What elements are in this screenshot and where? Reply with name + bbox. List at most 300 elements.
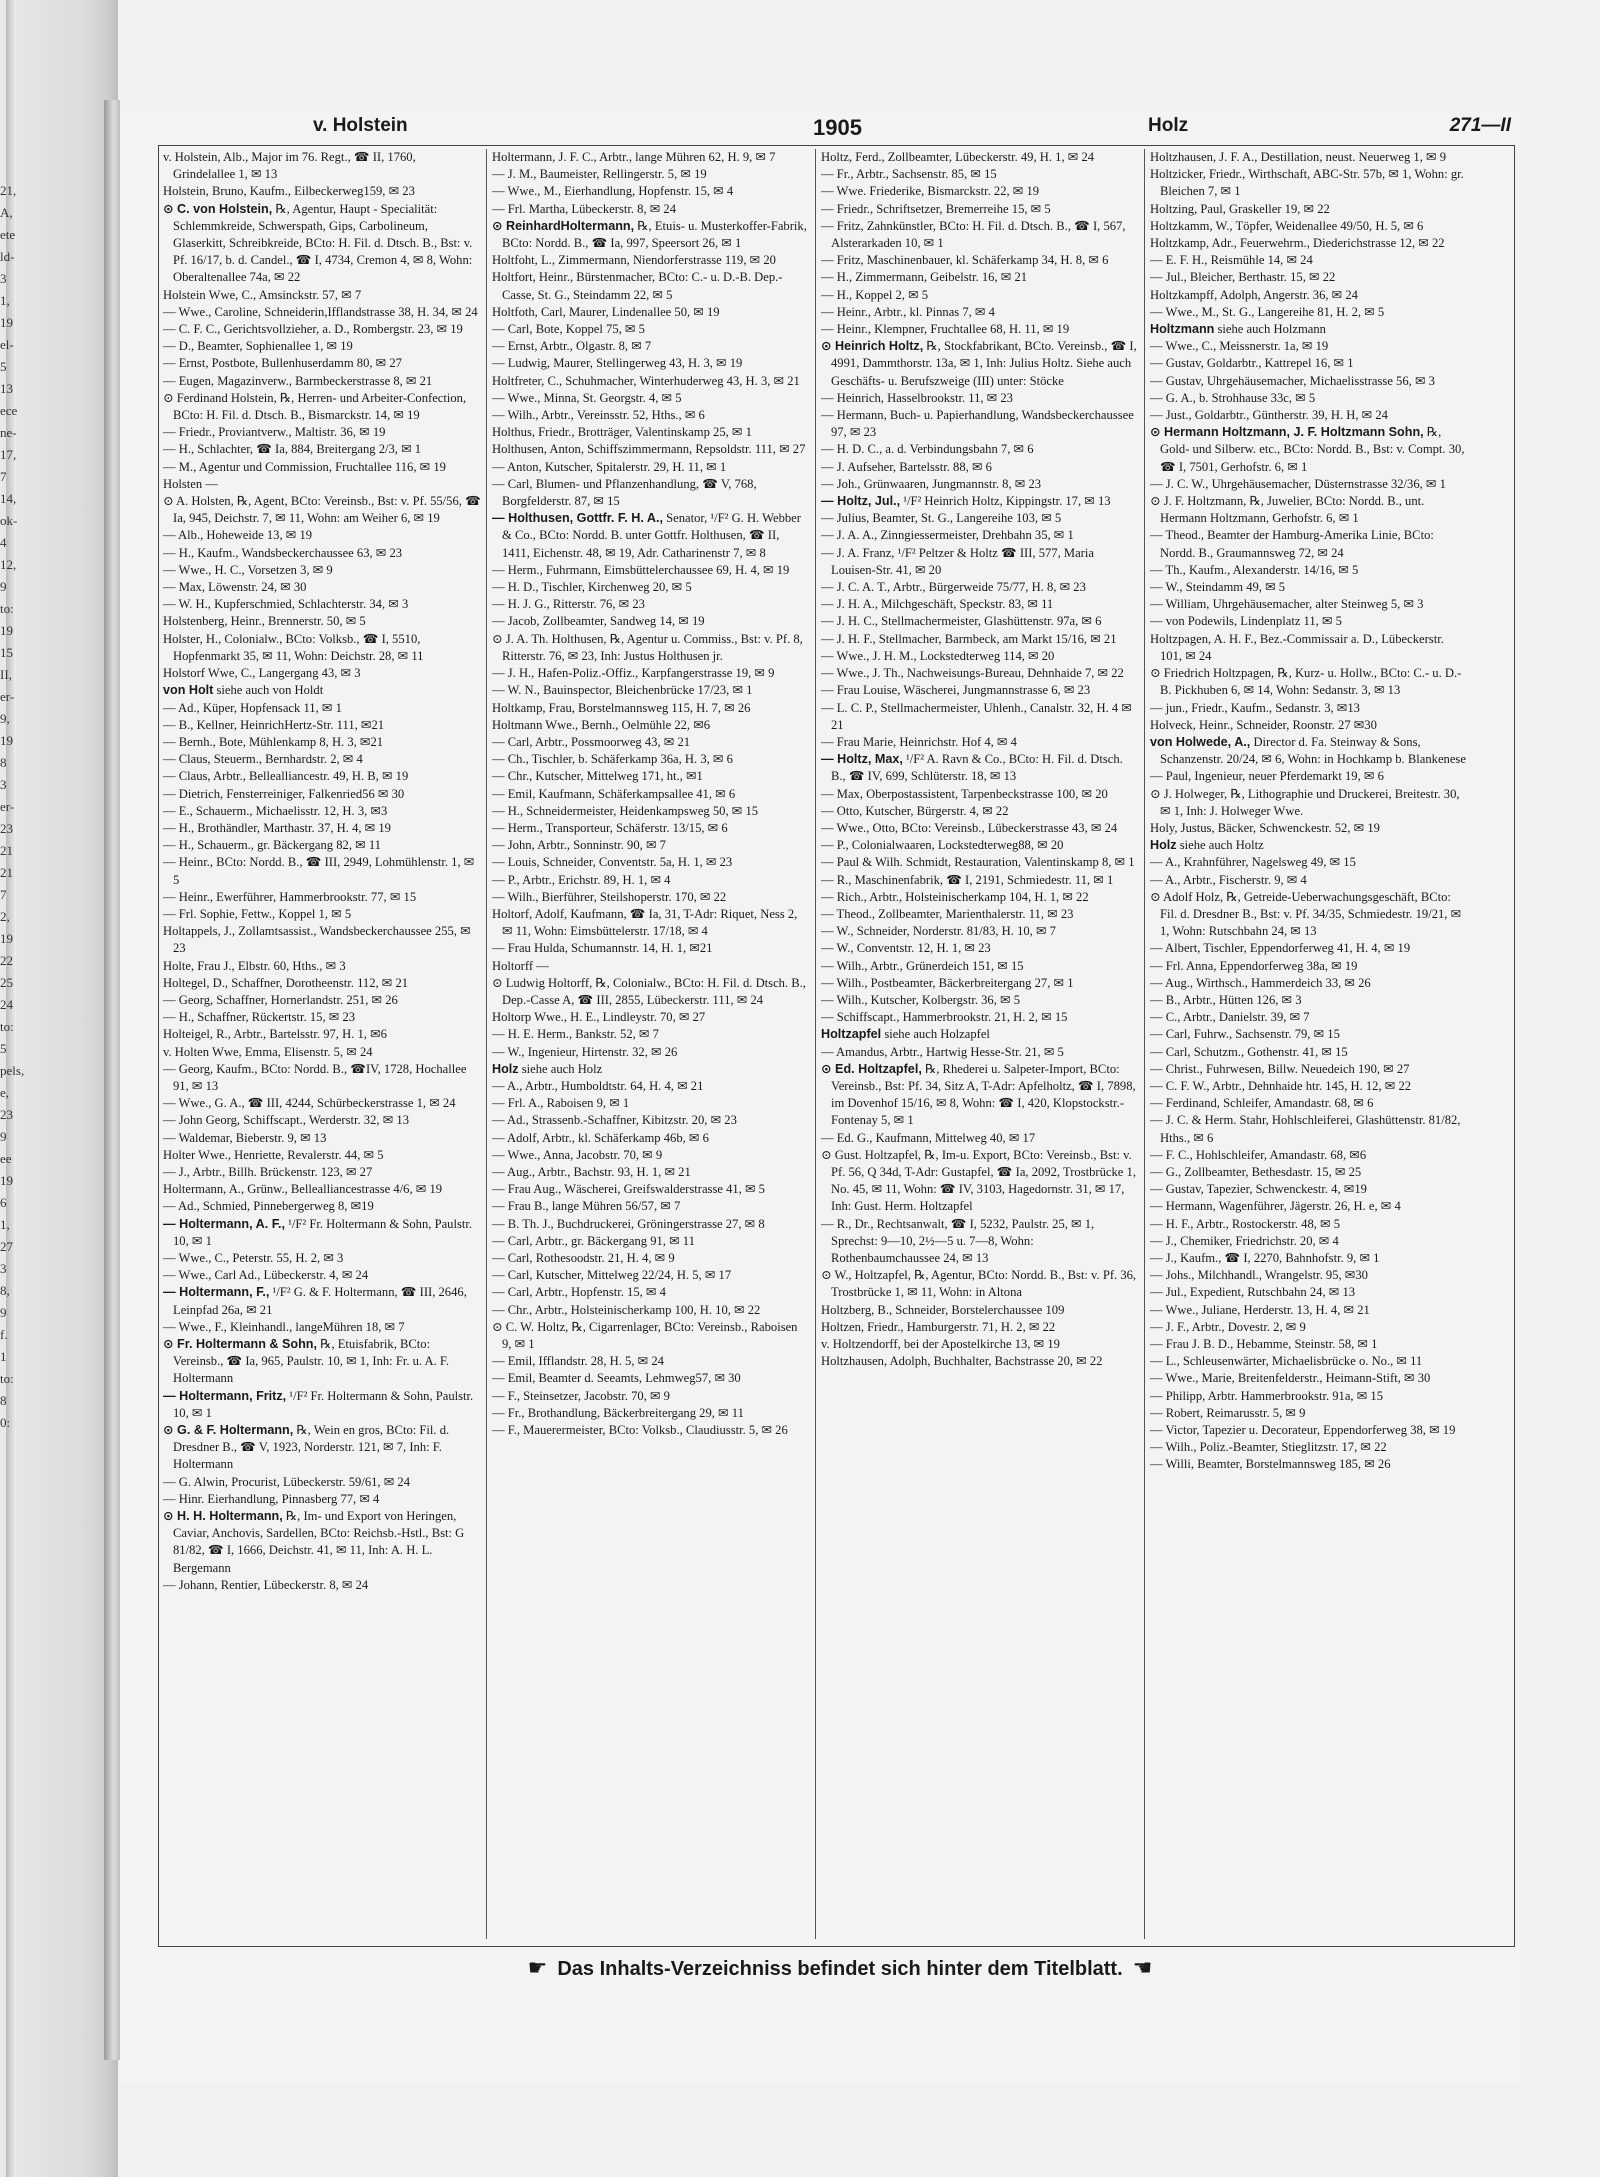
directory-entry: [492, 476, 810, 510]
directory-entry: [1150, 613, 1468, 630]
entry-text: — H. D., Tischler, Kirchenweg 20, ✉ 5: [492, 580, 692, 595]
margin-fragment: ee: [0, 1151, 12, 1166]
directory-entry: [492, 390, 810, 407]
entry-text: Holtappels, J., Zollamtsassist., Wandsbeckerchaussee 255, ✉ 23: [163, 924, 471, 956]
entry-text: Holtzberg, B., Schneider, Borstelerchaussee 109: [821, 1302, 1065, 1317]
entry-text: ⊙ J. A. Th. Holthusen, ℞, Agentur u. Commiss., Bst: v. Pf. 8, Ritterstr. 76, ✉ 23, Inh: Justus Holthusen jr.: [492, 631, 803, 663]
entry-text: — Frl. Anna, Eppendorferweg 38a, ✉ 19: [1150, 958, 1358, 973]
directory-entry: [492, 252, 810, 269]
entry-text: — Frau Louise, Wäscherei, Jungmannstrasse 6, ✉ 23: [821, 683, 1091, 698]
directory-entry: [163, 579, 481, 596]
directory-entry: [492, 1319, 810, 1353]
entry-text: — J. H. F., Stellmacher, Barmbeck, am Markt 15/16, ✉ 21: [821, 631, 1117, 646]
directory-entry: [1150, 1164, 1468, 1181]
directory-entry: [1150, 1026, 1468, 1043]
entry-text: ¹/F² A. Ravn & Co., BCto: H. Fil. d. Dtsch. B., ☎ IV, 699, Schlüterstr. 18, ✉ 13: [831, 752, 1123, 784]
directory-entry: [492, 734, 810, 751]
entry-text: Holtzpagen, A. H. F., Bez.-Commissair a. D., Lübeckerstr. 101, ✉ 24: [1150, 631, 1444, 663]
entry-text: — Chr., Arbtr., Holsteinischerkamp 100, H. 10, ✉ 22: [492, 1302, 761, 1317]
directory-entry: [1150, 1061, 1468, 1078]
directory-entry: [1150, 579, 1468, 596]
margin-fragment: to:: [0, 1019, 14, 1034]
entry-text: — Aug., Arbtr., Bachstr. 93, H. 1, ✉ 21: [492, 1164, 691, 1179]
directory-entry: [821, 992, 1139, 1009]
directory-entry: [1150, 1112, 1468, 1146]
margin-fragment: 1,: [0, 293, 10, 308]
directory-entry: [163, 975, 481, 992]
page-number: 271—II: [1449, 115, 1511, 136]
entry-heading: ⊙ C. von Holstein,: [163, 201, 273, 216]
entry-text: — W., Schneider, Norderstr. 81/83, H. 10, ✉ 7: [821, 924, 1056, 939]
directory-entry: [163, 1422, 481, 1474]
directory-entry: [492, 786, 810, 803]
margin-fragment: 24: [0, 997, 13, 1012]
page-header: [158, 105, 1513, 145]
entry-heading: Holz: [492, 1061, 519, 1076]
entry-text: — von Podewils, Lindenplatz 11, ✉ 5: [1150, 614, 1342, 629]
entry-text: — Carl, Arbtr., Possmoorweg 43, ✉ 21: [492, 734, 691, 749]
directory-entry: [1150, 166, 1468, 200]
directory-entry: [1150, 1233, 1468, 1250]
margin-fragment: 21,: [0, 183, 17, 198]
entry-text: — Waldemar, Bieberstr. 9, ✉ 13: [163, 1130, 327, 1145]
entry-text: ¹/F² G. & F. Holtermann, ☎ III, 2646, Leinpfad 26a, ✉ 21: [173, 1285, 467, 1317]
directory-entry: [492, 854, 810, 871]
directory-entry: [163, 837, 481, 854]
entry-text: — Willi, Beamter, Borstelmannsweg 185, ✉ 26: [1150, 1457, 1391, 1472]
directory-entry: [1150, 992, 1468, 1009]
directory-entry: [1150, 872, 1468, 889]
entry-text: — Max, Oberpostassistent, Tarpenbeckstrasse 100, ✉ 20: [821, 786, 1108, 801]
directory-entry: [163, 889, 481, 906]
entry-text: — Gustav, Goldarbtr., Kattrepel 16, ✉ 1: [1150, 356, 1354, 371]
margin-fragment: 3: [0, 1261, 7, 1276]
directory-entry: [163, 1577, 481, 1594]
entry-text: — William, Uhrgehäusemacher, alter Steinweg 5, ✉ 3: [1150, 597, 1424, 612]
directory-columns: [158, 149, 1513, 1939]
directory-entry: [163, 1284, 481, 1318]
entry-text: — Wilh., Bierführer, Steilshoperstr. 170, ✉ 22: [492, 889, 727, 904]
entry-text: — W. N., Bauinspector, Bleichenbrücke 17/23, ✉ 1: [492, 683, 753, 698]
directory-entry: [821, 1044, 1139, 1061]
entry-text: — Frau Hulda, Schumannstr. 14, H. 1, ✉21: [492, 941, 713, 956]
pointing-hand-right-icon: ☚: [1132, 1955, 1153, 1980]
entry-text: — Aug., Wirthsch., Hammerdeich 33, ✉ 26: [1150, 975, 1371, 990]
directory-entry: [1150, 717, 1468, 734]
directory-entry: [821, 527, 1139, 544]
directory-entry: [492, 1026, 810, 1043]
directory-entry: [163, 613, 481, 630]
directory-entry: [492, 1422, 810, 1439]
entry-text: — Heinr., Ewerführer, Hammerbrookstr. 77, ✉ 15: [163, 889, 417, 904]
entry-text: Holtfort, Heinr., Bürstenmacher, BCto: C.- u. D.-B. Dep.-Casse, St. G., Steindamm 22, ✉ 5: [492, 270, 783, 302]
entry-text: — C. F. W., Arbtr., Dehnhaide htr. 145, H. 12, ✉ 22: [1150, 1078, 1412, 1093]
margin-fragment: ne-: [0, 425, 17, 440]
directory-entry: [821, 390, 1139, 407]
entry-text: — Ad., Strassenb.-Schaffner, Kibitzstr. 20, ✉ 23: [492, 1113, 737, 1128]
directory-entry: [821, 1267, 1139, 1301]
margin-fragment: A,: [0, 205, 13, 220]
entry-heading: ⊙ Fr. Holtermann & Sohn,: [163, 1337, 317, 1352]
directory-entry: [492, 820, 810, 837]
margin-fragment: 19: [0, 733, 13, 748]
directory-entry: [492, 1181, 810, 1198]
directory-entry: [492, 304, 810, 321]
entry-text: — A., Arbtr., Humboldtstr. 64, H. 4, ✉ 21: [492, 1078, 704, 1093]
entry-heading: Holtzapfel: [821, 1027, 882, 1042]
entry-text: — Wilh., Postbeamter, Bäckerbreitergang 27, ✉ 1: [821, 975, 1074, 990]
directory-entry: [821, 940, 1139, 957]
entry-text: — Fritz, Zahnkünstler, BCto: H. Fil. d. Dtsch. B., ☎ I, 567, Alsterarkaden 10, ✉ 1: [821, 218, 1126, 251]
directory-entry: [492, 682, 810, 699]
directory-entry: [821, 613, 1139, 630]
entry-text: — J., Arbtr., Billh. Brückenstr. 123, ✉ 27: [163, 1164, 373, 1179]
entry-text: — Just., Goldarbtr., Güntherstr. 39, H. H, ✉ 24: [1150, 408, 1388, 423]
margin-fragment: 19: [0, 315, 13, 330]
entry-text: — Fr., Arbtr., Sachsenstr. 85, ✉ 15: [821, 167, 997, 182]
margin-fragment: 14,: [0, 491, 17, 506]
directory-entry: [492, 459, 810, 476]
entry-heading: — Holtermann, Fritz,: [163, 1388, 287, 1403]
directory-entry: [821, 1216, 1139, 1268]
entry-text: Holter Wwe., Henriette, Revalerstr. 44, ✉ 5: [163, 1147, 384, 1162]
directory-entry: [821, 218, 1139, 252]
entry-text: — Frau Marie, Heinrichstr. Hof 4, ✉ 4: [821, 734, 1017, 749]
directory-entry: [1150, 1405, 1468, 1422]
directory-entry: [163, 1044, 481, 1061]
entry-text: — Wwe., Marie, Breitenfelderstr., Heimann-Stift, ✉ 30: [1150, 1371, 1431, 1386]
directory-entry: [492, 1112, 810, 1129]
directory-entry: [821, 304, 1139, 321]
directory-entry: [821, 493, 1139, 510]
directory-entry: [821, 596, 1139, 613]
directory-entry: [821, 510, 1139, 527]
entry-text: — Amandus, Arbtr., Hartwig Hesse-Str. 21, ✉ 5: [821, 1044, 1064, 1059]
directory-entry: [492, 183, 810, 200]
directory-entry: [1150, 1198, 1468, 1215]
entry-text: — Anton, Kutscher, Spitalerstr. 29, H. 11, ✉ 1: [492, 459, 727, 474]
entry-text: — Chr., Kutscher, Mittelweg 171, ht., ✉1: [492, 769, 703, 784]
entry-text: — H., Zimmermann, Geibelstr. 16, ✉ 21: [821, 270, 1028, 285]
entry-text: — H., Koppel 2, ✉ 5: [821, 287, 929, 302]
entry-heading: — Holtz, Jul.,: [821, 494, 901, 509]
directory-entry: [821, 407, 1139, 441]
directory-entry: [1150, 355, 1468, 372]
entry-text: — Th., Kaufm., Alexanderstr. 14/16, ✉ 5: [1150, 562, 1359, 577]
entry-text: — Hermann, Buch- u. Papierhandlung, Wandsbeckerchaussee 97, ✉ 23: [821, 408, 1134, 440]
entry-text: — Frl. Sophie, Fettw., Koppel 1, ✉ 5: [163, 906, 352, 921]
directory-entry: [492, 1250, 810, 1267]
directory-entry: [821, 734, 1139, 751]
entry-text: ⊙ J. Holweger, ℞, Lithographie und Druckerei, Breitestr. 30, ✉ 1, Inh: J. Holweger Wwe.: [1150, 786, 1460, 818]
margin-fragment: 1,: [0, 1217, 10, 1232]
entry-text: ¹/F² Heinrich Holtz, Kippingstr. 17, ✉ 13: [900, 494, 1111, 509]
directory-entry: [163, 923, 481, 957]
entry-text: — H. E. Herm., Bankstr. 52, ✉ 7: [492, 1027, 659, 1042]
directory-entry: [1150, 1009, 1468, 1026]
entry-text: — Wwe., Caroline, Schneiderin,Ifflandstrasse 38, H. 34, ✉ 24: [163, 304, 478, 319]
entry-text: ⊙ Friedrich Holtzpagen, ℞, Kurz- u. Hollw., BCto: C.- u. D.-B. Pickhuben 6, ✉ 14, Wohn: Sedanstr. 3, ✉ 13: [1150, 666, 1462, 698]
directory-entry: [1150, 304, 1468, 321]
entry-text: Holtfoth, Carl, Maurer, Lindenallee 50, ✉ 19: [492, 304, 720, 319]
directory-entry: [1150, 1284, 1468, 1301]
entry-text: — Schiffscapt., Hammerbrookstr. 21, H. 2, ✉ 15: [821, 1010, 1068, 1025]
directory-entry: [492, 1009, 810, 1026]
margin-fragment: 2,: [0, 909, 10, 924]
directory-entry: [492, 1284, 810, 1301]
entry-text: Holster, H., Colonialw., BCto: Volksb., ☎ I, 5510, Hopfenmarkt 35, ✉ 11, Wohn: Deichstr. 28, ✉ 11: [163, 631, 424, 663]
entry-text: — M., Agentur und Commission, Fruchtallee 116, ✉ 19: [163, 459, 446, 474]
entry-text: Holthusen, Anton, Schiffszimmermann, Repsoldstr. 111, ✉ 27: [492, 442, 806, 457]
entry-text: — Paul, Ingenieur, neuer Pferdemarkt 19, ✉ 6: [1150, 769, 1384, 784]
directory-entry: [163, 820, 481, 837]
margin-fragment: 12,: [0, 557, 17, 572]
margin-fragment: ld-: [0, 249, 15, 264]
directory-entry: [1150, 1216, 1468, 1233]
entry-text: — E., Schauerm., Michaelisstr. 12, H. 3, ✉3: [163, 803, 388, 818]
directory-entry: [492, 665, 810, 682]
directory-entry: [492, 1147, 810, 1164]
entry-text: — Hinr. Eierhandlung, Pinnasberg 77, ✉ 4: [163, 1491, 380, 1506]
entry-text: — Carl, Schutzm., Gothenstr. 41, ✉ 15: [1150, 1044, 1348, 1059]
directory-entry: [163, 786, 481, 803]
entry-text: — Herm., Fuhrmann, Eimsbüttelerchaussee 69, H. 4, ✉ 19: [492, 562, 790, 577]
entry-text: ⊙ Adolf Holz, ℞, Getreide-Ueberwachungsgeschäft, BCto: Fil. d. Dresdner B., Bst: v. Pf. 34/35, Schmiedestr. 19/21, ✉ 1, Wohn: Rutschbahn 24, ✉ 13: [1150, 889, 1462, 939]
directory-entry: [821, 476, 1139, 493]
entry-text: ℞, Agentur, Haupt - Specialität: Schlemmkreide, Schwerspath, Gips, Carbolineum, Glaserkitt, Schreibkreide, BCto: H. Fil. d. Dtsch. B., Bst: v. Pf. 16/17, b. d. Candel., ☎ I, 4734, Cremon 4, ✉ 8, Wohn: Oberaltenallee 74a, ✉ 22: [173, 201, 473, 285]
entry-text: — Wilh., Arbtr., Grünerdeich 151, ✉ 15: [821, 958, 1024, 973]
directory-entry: [163, 424, 481, 441]
directory-entry: [492, 562, 810, 579]
entry-text: — Theod., Zollbeamter, Marienthalerstr. 11, ✉ 23: [821, 906, 1074, 921]
entry-text: — F., Steinsetzer, Jacobstr. 70, ✉ 9: [492, 1388, 670, 1403]
previous-page-fragments: [0, 180, 25, 1434]
directory-entry: [1150, 252, 1468, 269]
entry-text: Holsten —: [163, 476, 218, 491]
entry-text: — W., Steindamm 49, ✉ 5: [1150, 580, 1286, 595]
directory-entry: [163, 149, 481, 183]
entry-text: ℞, Gold- und Silberw. etc., BCto: Nordd. B., Bst: v. Compt. 30, ☎ I, 7501, Gerhofstr. 6, ✉ 1: [1160, 425, 1465, 474]
margin-fragment: ok-: [0, 513, 18, 528]
directory-entry: [163, 183, 481, 200]
directory-page: [120, 105, 1520, 2085]
entry-text: — J. A. Franz, ¹/F² Peltzer & Holtz ☎ III, 577, Maria Louisen-Str. 41, ✉ 20: [821, 545, 1094, 577]
directory-entry: [163, 1319, 481, 1336]
margin-fragment: 8,: [0, 1283, 10, 1298]
directory-entry: [163, 768, 481, 785]
previous-page-edge: [0, 0, 118, 2177]
entry-text: — Emil, Beamter d. Seeamts, Lehmweg57, ✉ 30: [492, 1371, 741, 1386]
directory-entry: [163, 338, 481, 355]
directory-entry: [492, 1164, 810, 1181]
directory-entry: [821, 269, 1139, 286]
directory-entry: [821, 287, 1139, 304]
directory-entry: [1150, 1456, 1468, 1473]
entry-text: ⊙ Ludwig Holtorff, ℞, Colonialw., BCto: H. Fil. d. Dtsch. B., Dep.-Casse A, ☎ III, 2855, Lübeckerstr. 111, ✉ 24: [492, 975, 806, 1007]
margin-fragment: 19: [0, 623, 13, 638]
directory-entry: [1150, 373, 1468, 390]
directory-entry: [821, 872, 1139, 889]
directory-entry: [1150, 287, 1468, 304]
directory-entry: [821, 579, 1139, 596]
directory-entry: [163, 1130, 481, 1147]
directory-entry: [492, 1405, 810, 1422]
entry-text: Holveck, Heinr., Schneider, Roonstr. 27 ✉30: [1150, 717, 1377, 732]
entry-text: — Alb., Hoheweide 13, ✉ 19: [163, 528, 313, 543]
directory-entry: [1150, 1353, 1468, 1370]
directory-entry: [163, 304, 481, 321]
entry-text: — Claus, Steuerm., Bernhardstr. 2, ✉ 4: [163, 752, 363, 767]
directory-entry: [1150, 1388, 1468, 1405]
header-right-entry: Holz: [1148, 115, 1189, 136]
margin-fragment: 8: [0, 1393, 7, 1408]
directory-entry: [1150, 768, 1468, 785]
entry-text: Holtzen, Friedr., Hamburgerstr. 71, H. 2, ✉ 22: [821, 1319, 1056, 1334]
entry-text: — G. Alwin, Procurist, Lübeckerstr. 59/61, ✉ 24: [163, 1474, 411, 1489]
entry-heading: Holtzmann: [1150, 322, 1215, 337]
entry-text: Holtfoht, L., Zimmermann, Niendorferstrasse 119, ✉ 20: [492, 253, 776, 268]
directory-entry: [1150, 407, 1468, 424]
directory-entry: [492, 596, 810, 613]
entry-text: — Fr., Brothandlung, Bäckerbreitergang 29, ✉ 11: [492, 1405, 744, 1420]
entry-text: — Friedr., Schriftsetzer, Bremerreihe 15, ✉ 5: [821, 201, 1051, 216]
column-4: [1145, 149, 1473, 1939]
directory-entry: [1150, 631, 1468, 665]
entry-text: — Louis, Schneider, Conventstr. 5a, H. 1, ✉ 23: [492, 855, 733, 870]
directory-entry: [492, 803, 810, 820]
directory-entry: [1150, 734, 1468, 768]
directory-entry: [821, 906, 1139, 923]
entry-text: — Adolf, Arbtr., kl. Schäferkamp 46b, ✉ 6: [492, 1130, 709, 1145]
entry-text: — Max, Löwenstr. 24, ✉ 30: [163, 580, 307, 595]
column-3: [816, 149, 1145, 1939]
directory-entry: [163, 1474, 481, 1491]
directory-entry: [821, 545, 1139, 579]
entry-text: — J. M., Baumeister, Rellingerstr. 5, ✉ 19: [492, 167, 707, 182]
directory-entry: [821, 923, 1139, 940]
footer-text: Das Inhalts-Verzeichniss befindet sich hinter dem Titelblatt.: [557, 1958, 1123, 1980]
directory-entry: [1150, 596, 1468, 613]
directory-entry: [492, 717, 810, 734]
directory-entry: [163, 1336, 481, 1388]
entry-text: — Frau J. B. D., Hebamme, Steinstr. 58, ✉ 1: [1150, 1337, 1378, 1352]
entry-text: — J. H., Hafen-Poliz.-Offiz., Karpfangerstrasse 19, ✉ 9: [492, 666, 775, 681]
entry-text: — Emil, Kaufmann, Schäferkampsallee 41, ✉ 6: [492, 786, 736, 801]
directory-entry: [492, 1388, 810, 1405]
directory-entry: [821, 700, 1139, 734]
entry-text: — Dietrich, Fensterreiniger, Falkenried56 ✉ 30: [163, 786, 405, 801]
margin-fragment: 4: [0, 535, 7, 550]
directory-entry: [1150, 786, 1468, 820]
margin-fragment: 3: [0, 271, 7, 286]
entry-text: — Wwe., J. Th., Nachweisungs-Bureau, Dehnhaide 7, ✉ 22: [821, 666, 1124, 681]
entry-text: — Jul., Bleicher, Berthastr. 15, ✉ 22: [1150, 270, 1336, 285]
directory-entry: [821, 682, 1139, 699]
entry-text: — J. A. A., Zinngiessermeister, Drehbahn 35, ✉ 1: [821, 528, 1074, 543]
directory-entry: [1150, 390, 1468, 407]
entry-text: — Carl, Kutscher, Mittelweg 22/24, H. 5, ✉ 17: [492, 1268, 732, 1283]
directory-entry: [163, 321, 481, 338]
entry-text: — Albert, Tischler, Eppendorferweg 41, H. 4, ✉ 19: [1150, 941, 1411, 956]
directory-entry: [492, 958, 810, 975]
margin-fragment: 7: [0, 887, 7, 902]
entry-text: — C. F. C., Gerichtsvollzieher, a. D., Rombergstr. 23, ✉ 19: [163, 322, 463, 337]
entry-text: — P., Arbtr., Erichstr. 89, H. 1, ✉ 4: [492, 872, 671, 887]
directory-entry: [1150, 1078, 1468, 1095]
entry-text: — G. A., b. Strohhause 33c, ✉ 5: [1150, 390, 1316, 405]
entry-text: Holtorff —: [492, 958, 549, 973]
directory-entry: [1150, 1336, 1468, 1353]
margin-fragment: 22: [0, 953, 13, 968]
directory-entry: [163, 459, 481, 476]
directory-entry: [821, 1336, 1139, 1353]
entry-text: siehe auch Holz: [518, 1061, 603, 1076]
book-binding: [104, 100, 120, 2060]
directory-entry: [163, 1388, 481, 1422]
entry-text: — Robert, Reimarusstr. 5, ✉ 9: [1150, 1405, 1306, 1420]
directory-entry: [163, 854, 481, 888]
directory-entry: [163, 545, 481, 562]
entry-text: — H. J. G., Ritterstr. 76, ✉ 23: [492, 597, 645, 612]
directory-entry: [1150, 958, 1468, 975]
directory-entry: [492, 837, 810, 854]
entry-text: — J. F., Arbtr., Dovestr. 2, ✉ 9: [1150, 1319, 1306, 1334]
entry-text: — Wwe., J. H. M., Lockstedterweg 114, ✉ 20: [821, 648, 1055, 663]
entry-text: — John Georg, Schiffscapt., Werderstr. 32, ✉ 13: [163, 1113, 409, 1128]
directory-entry: [1150, 1439, 1468, 1456]
margin-fragment: 0:: [0, 1415, 11, 1430]
directory-entry: [492, 149, 810, 166]
entry-text: — Wwe., Otto, BCto: Vereinsb., Lübeckerstrasse 43, ✉ 24: [821, 820, 1118, 835]
entry-text: — Carl, Arbtr., Hopfenstr. 15, ✉ 4: [492, 1285, 666, 1300]
entry-text: — Ernst, Arbtr., Olgastr. 8, ✉ 7: [492, 339, 652, 354]
directory-entry: [163, 1026, 481, 1043]
directory-entry: [1150, 1302, 1468, 1319]
entry-text: — Johs., Milchhandl., Wrangelstr. 95, ✉30: [1150, 1268, 1368, 1283]
directory-entry: [492, 373, 810, 390]
entry-text: — J., Chemiker, Friedrichstr. 20, ✉ 4: [1150, 1233, 1339, 1248]
entry-text: — Gustav, Uhrgehäusemacher, Michaelisstrasse 56, ✉ 3: [1150, 373, 1435, 388]
margin-fragment: 27: [0, 1239, 13, 1254]
margin-fragment: f.: [0, 1327, 8, 1342]
entry-text: — P., Colonialwaaren, Lockstedterweg88, ✉ 20: [821, 838, 1064, 853]
directory-entry: [492, 1370, 810, 1387]
entry-text: Holtfreter, C., Schuhmacher, Winterhuderweg 43, H. 3, ✉ 21: [492, 373, 800, 388]
entry-heading: ⊙ H. H. Holtermann,: [163, 1509, 283, 1524]
directory-entry: [492, 269, 810, 303]
directory-entry: [492, 1078, 810, 1095]
directory-entry: [1150, 820, 1468, 837]
margin-fragment: to:: [0, 1371, 14, 1386]
entry-text: — Bernh., Bote, Mühlenkamp 8, H. 3, ✉21: [163, 734, 384, 749]
entry-text: Holtermann, J. F. C., Arbtr., lange Mühren 62, H. 9, ✉ 7: [492, 150, 776, 164]
directory-entry: [163, 631, 481, 665]
entry-text: Holtzkamm, W., Töpfer, Weidenallee 49/50, H. 5, ✉ 6: [1150, 218, 1424, 233]
margin-fragment: 17,: [0, 447, 17, 462]
entry-text: — Eugen, Magazinverw., Barmbeckerstrasse 8, ✉ 21: [163, 373, 433, 388]
entry-text: — Frau Aug., Wäscherei, Greifswalderstrasse 41, ✉ 5: [492, 1182, 765, 1197]
entry-heading: ⊙ G. & F. Holtermann,: [163, 1423, 294, 1438]
directory-entry: [821, 1061, 1139, 1130]
entry-text: Holtermann, A., Grünw., Bellealliancestrasse 4/6, ✉ 19: [163, 1182, 443, 1197]
entry-text: Holtzhausen, Adolph, Buchhalter, Bachstrasse 20, ✉ 22: [821, 1354, 1103, 1369]
entry-text: — Wilh., Kutscher, Kolbergstr. 36, ✉ 5: [821, 992, 1021, 1007]
directory-entry: [1150, 1181, 1468, 1198]
entry-text: — Philipp, Arbtr. Hammerbrookstr. 91a, ✉ 15: [1150, 1388, 1384, 1403]
directory-entry: [492, 424, 810, 441]
entry-text: — Ad., Schmied, Pinnebergerweg 8, ✉19: [163, 1199, 374, 1214]
directory-entry: [492, 751, 810, 768]
